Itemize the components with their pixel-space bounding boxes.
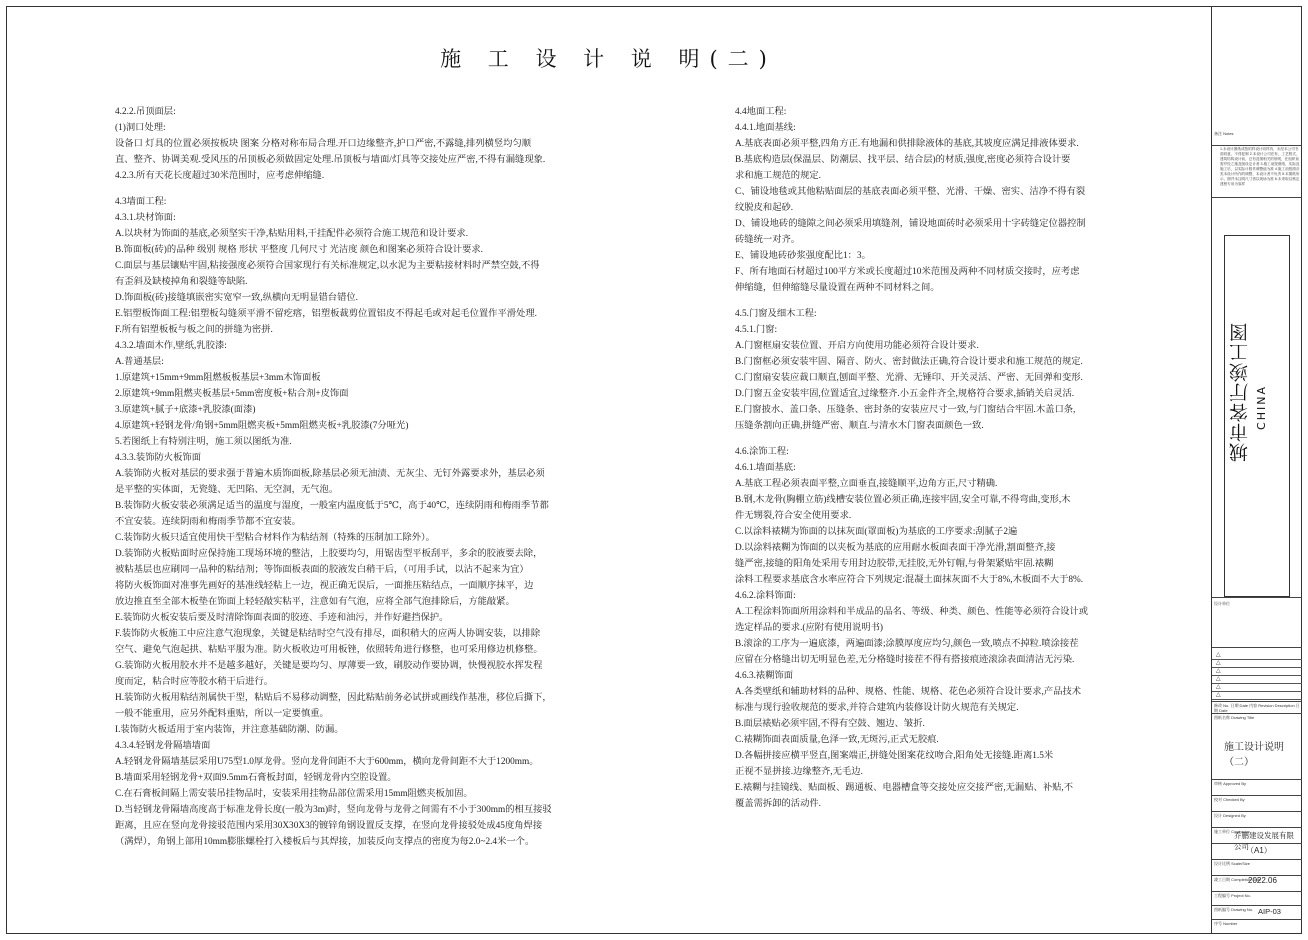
spec-line: B.滚涂的工序为一遍底漆，两遍面漆;涂膜厚度应均匀,颜色一致,喷点不掉粒.喷涂接茬 (735, 639, 1079, 649)
spec-line: 空气、避免气泡起拱、粘贴平服为准。防火板收边可用板锉，依照转角进行修整，也可采用修边机修整。 (115, 645, 543, 655)
spec-line: 砖缝统一对齐。 (735, 235, 801, 245)
spec-line: C、铺设地毯或其他粘贴面层的基底表面必须平整、光滑、干燥、密实、洁净不得有裂 (735, 187, 1086, 197)
revision-row (1212, 691, 1302, 700)
spec-line: 4.4地面工程: (735, 107, 787, 117)
spec-line: B.饰面板(砖)的品种 级别 规格 形状 平整度 几何尺寸 光洁度 颜色和图案必须符合设计要求. (115, 245, 483, 255)
project-title-en: CHINA (1255, 385, 1268, 430)
spec-line: 将防火板饰面对准事先画好的基准线轻粘上一边，视正确无误后，一面推压粘结点，一面顺序抹平，边 (115, 581, 534, 591)
spec-line: B.面层裱贴必须牢固,不得有空鼓、翘边、皱折. (735, 719, 925, 729)
spec-line: A.以块材为饰面的基底,必须坚实干净,粘贴用料,干挂配件必须符合施工规范和设计要求. (115, 229, 469, 239)
notes-box (1212, 7, 1302, 136)
spec-line: C.裱糊饰面表面质量,色泽一致,无斑污,正式无胶痕. (735, 735, 939, 745)
spec-line: 选定样品的要求.(应附有使用说明书) (735, 623, 883, 633)
project-title-cn: 城市客厅竣工图 (1229, 322, 1251, 462)
builder-name: 乔鹏建设发展有限公司 (1234, 831, 1294, 851)
spec-line: 直、整齐、协调美观.受风压的吊顶板必须做固定处理.吊顶板与墙面/灯具等交接处应严密,不得有漏缝现象. (115, 155, 546, 165)
spec-line: 件无甥裂,符合安全使用要求. (735, 511, 852, 521)
spec-line: B.装饰防火板安装必须满足适当的温度与湿度，一般室内温度低于5℃，高于40℃，连续阴雨和梅雨季节都 (115, 501, 549, 511)
spec-line: 涂料工程要求基底含水率应符合下列规定:混凝土面抹灰面不大于8%,木板面不大于8%. (735, 575, 1084, 585)
spec-line: 4.4.1.地面基线: (735, 123, 796, 133)
spec-line: 4.2.3.所有天花长度超过30米范围时，应考虑伸缩缝. (115, 171, 325, 181)
spec-line: 4.3.3.装饰防火板饰面 (115, 453, 201, 463)
spec-line: 压缝条割向正确,拼缝严密、顺直.与清水木门窗表面颜色一致. (735, 421, 984, 431)
revision-triangle-icon: △ (1216, 684, 1221, 690)
spec-line: 求和施工规范的规定. (735, 171, 821, 181)
spec-line: 一般不能重用，应另外配料重贴，所以一定要慎重。 (115, 709, 329, 719)
left-spec-column (115, 104, 615, 850)
spec-line: 放边推直至全部木板垫在饰面上轻轻敲实粘平，注意如有气泡，应将全部气泡排除后，方能敲紧。 (115, 597, 515, 607)
spec-line: D.以涂料裱糊为饰面的以夹板为基底的应用耐水板面表面干净光滑,割面整齐,接 (735, 543, 1056, 553)
spec-line (735, 296, 1205, 306)
drawing-name-label: 图纸名称 Drawing Title (1214, 715, 1255, 720)
spec-line: 4.3墙面工程: (115, 197, 167, 207)
spec-line: 4.3.4.轻钢龙骨隔墙墙面 (115, 741, 211, 751)
spec-line: B.钢,木龙骨(胸棚立筋)线槽安装位置必须正确,连接牢固,安全可靠,不得弯曲,变形,木 (735, 495, 1071, 505)
spec-line: A.轻钢龙骨隔墙基层采用U75型1.0厚龙骨。竖向龙骨间距不大于600mm，横向龙骨间距不大于1200mm。 (115, 757, 539, 767)
revision-header: 修改 No. 日期 Date 内容 Revision Description 日期 Date (1214, 703, 1300, 713)
spec-line: C.面层与基层镶贴牢固,粘接强度必须符合国家现行有关标准规定,以水泥为主要粘接材料时严禁空鼓,不得 (115, 261, 540, 271)
spec-line: A.各类壁纸和辅助材料的品种、规格、性能、规格、花色必须符合设计要求,产品技术 (735, 687, 1082, 697)
spec-line: 4.5.门窗及细木工程: (735, 309, 817, 319)
spec-line: I.装饰防火板适用于室内装饰，并注意基础防潮、防漏。 (115, 725, 344, 735)
revision-triangle-icon: △ (1216, 668, 1221, 674)
spec-line: 设备口 灯具的位置必须按板块 图案 分格对称布局合理.开口边缘整齐,护口严密,不露缝,排列横竖均匀顺 (115, 139, 532, 149)
builder-label: 施工单位 Contractor (1214, 829, 1250, 834)
spec-line: （满焊），角钢上部用10mm膨胀螺栓打入楼板后与其焊接，加装反向支撑点的密度为每2.0~2.4米一个。 (115, 837, 535, 847)
spec-line: 4.2.2.吊顶面层: (115, 107, 176, 117)
spec-line: B.基底构造层(保温层、防潮层、找平层、结合层)的材质,强度,密度必须符合设计要 (735, 155, 1071, 165)
spec-line: 缝严密,接缝的阳角处采用专用封边胶带,无挂胶,无外钉帽,与骨架紧贴牢固.裱糊 (735, 559, 1054, 569)
revision-triangle-icon: △ (1216, 676, 1221, 682)
spec-line: A.普通基层: (115, 357, 164, 367)
drawing-number: AIP-03 (1258, 907, 1281, 916)
spec-line: A.基底工程必须表面平整,立面垂直,接缝顺平,边角方正,尺寸精确. (735, 479, 998, 489)
date-label: 竣工日期 Completion Date (1214, 877, 1261, 882)
drawing-body (7, 7, 1210, 933)
spec-line: 是平整的实体面，无瓷缝、无凹陷、无空洞，无气泡。 (115, 485, 339, 495)
drawing-no-label: 图纸编号 Drawing No. (1214, 907, 1254, 912)
spec-line: 4.6.2.涂料饰面: (735, 591, 796, 601)
notes-title: 备注 Notes (1214, 131, 1234, 136)
spec-line: C.装饰防火板只适宜使用快干型粘合材料作为粘结剂（特殊的压制加工除外）。 (115, 533, 435, 543)
spec-line: D.当轻钢龙骨隔墙高度高于标准龙骨长度(一般为3m)时，竖向龙骨与龙骨之间需有不小于300mm的相互接驳 (115, 805, 552, 815)
spec-line: C.以涂料裱糊为饰面的以抹灰面(罩面板)为基底的工序要求:刮腻子2遍 (735, 527, 1018, 537)
spec-line: 3.原建筑+腻子+底漆+乳胶漆(面漆) (115, 405, 256, 415)
spec-line: A.基底表面必须平整,四角方正.有地漏和供排除液体的基底,其坡度应满足排液体要求. (735, 139, 1079, 149)
revision-triangle-icon: △ (1216, 692, 1221, 698)
spec-line: D、铺设地砖的缝隙之间必须采用填缝剂，铺设地面砖时必须采用十字砖缝定位器控制 (735, 219, 1086, 229)
spec-line: D.装饰防火板贴面时应保持施工现场环境的整洁，上胶要均匀，用锯齿型平板刮平，多余的胶液要去除， (115, 549, 543, 559)
spec-line: 1.原建筑+15mm+9mm阻燃板板基层+3mm木饰面板 (115, 373, 321, 383)
spec-line: 被粘基层也应刷同一品种的粘结剂；等饰面板表面的胶液发白稍干后，（可用手试，以沾不起来为宜） (115, 565, 529, 575)
revision-triangle-icon: △ (1216, 660, 1221, 666)
spec-line: D.饰面板(砖)接缝填嵌密实宽窄一致,纵横向无明显错台错位. (115, 293, 359, 303)
project-no-label: 工程编号 Project No. (1214, 893, 1251, 898)
spec-line: 标准与现行验收规范的要求,并符合建筑内装修设计防火规范有关规定. (735, 703, 1019, 713)
spec-line: (1)洞口处理: (115, 123, 166, 133)
spec-line: F、所有地面石材超过100平方米或长度超过10米范围及两种不同材质交接时，应考虑 (735, 267, 1080, 277)
spec-line: 4.3.1.块材饰面: (115, 213, 176, 223)
spec-line: 4.原建筑+轻钢龙骨/角钢+5mm阻燃夹板+5mm阻燃夹板+乳胶漆(7分哑光) (115, 421, 409, 431)
spec-line: D.门窗五金安装牢固,位置适宜,过缘整齐.小五金件齐全,规格符合要求,插销关启灵活. (735, 389, 1075, 399)
spec-line: 覆盖需拆卸的活动件. (735, 799, 821, 809)
spec-line: 5.若图纸上有特别注明，施工须以图纸为准. (115, 437, 292, 447)
spec-line: E.铝塑板饰面工程:铝塑板勾缝须平滑不留疙瘩，铝塑板裁剪位置铝皮不得起毛或对起毛位置作平滑处理. (115, 309, 537, 319)
drawing-sheet (6, 6, 1302, 934)
spec-line: D.各幅拼接应横平竖直,图案端正,拼缝处图案花纹吻合,阳角处无接缝.距离1.5米 (735, 751, 1054, 761)
spec-line: H.装饰防火板用粘结剂属快干型，粘贴后不易移动调整，因此粘贴前务必试拼或画线作基准，移位后撕下， (115, 693, 552, 703)
spec-line: E、铺设地砖砂浆强度配比1：3。 (735, 251, 871, 261)
spec-line: A.工程涂料饰面所用涂料和半成品的品名、等级、种类、颜色、性能等必须符合设计或 (735, 607, 1089, 617)
checked-label: 校对 Checked By (1214, 797, 1245, 802)
spec-line: 伸缩缝，但伸缩缝尽量设置在两种不同材料之间。 (735, 283, 940, 293)
spec-line: 4.6.3.裱糊饰面 (735, 671, 794, 681)
spec-line: 4.6.1.墙面基底: (735, 463, 796, 473)
spec-line: 纹脱皮和起砂. (735, 203, 794, 213)
spec-line: E.裱糊与挂镜线、贴面板、踢通板、电器槽盒等交接处应交接严密,无漏贴、补贴,不 (735, 783, 1074, 793)
scale-label: 设计比例 Scale/Size (1214, 861, 1251, 866)
spec-line: B.门窗框必须安装牢固、隔音、防火、密封做法正确,符合设计要求和施工规范的规定. (735, 357, 1083, 367)
title-block (1211, 7, 1301, 933)
completion-date: 2022.06 (1248, 876, 1277, 885)
notes-text: 1.未设计图纸或按的样设计同样有，未经本公司书面同意，不得复制 2.本设计公司在有，工艺程式，建筑结构设计前，总有及图相关的细则，在组织前需并经之施及版设定计者 3.施工前按图纸，实际及施工后，以实际计数作调整值为准 4.施工前按照各类本设计所作的调整，本设计者不负责 5.本图纸所示，图并未注明尺寸者以现场为准 6.未采取以核定建程专用为原样 (1220, 147, 1300, 186)
spec-line: 4.6.涂饰工程: (735, 447, 789, 457)
designed-label: 设计 Designed By (1214, 813, 1246, 818)
page-title: 施 工 设 计 说 明(二) (440, 47, 777, 71)
spec-line: E.门窗披水、盖口条、压缝条、密封条的安装应尺寸一致,与门窗结合牢固.木盖口条, (735, 405, 1076, 415)
seq-label: 序号 Number (1214, 921, 1238, 926)
spec-line: 正视不显拼接.边缘整齐,无毛边. (735, 767, 863, 777)
spec-line: C.门窗扇安装应裁口顺直,刨面平整、光滑、无锤印、开关灵活、严密、无回弹和变形. (735, 373, 1083, 383)
spec-line: 4.5.1.门窗: (735, 325, 778, 335)
spec-line: 不宜安装。连续阴雨和梅雨季节都不宜安装。 (115, 517, 301, 527)
spec-line: B.墙面采用轻钢龙骨+双面9.5mm石膏板封面，轻钢龙骨内空腔设置。 (115, 773, 397, 783)
spec-line: E.装饰防火板安装后要及时清除饰面表面的胶迹、手迹和油污，并作好避挡保护。 (115, 613, 449, 623)
spec-line: 度而定，粘合时应等胶水稍干后进行。 (115, 677, 274, 687)
approved-label: 审核 Approved By (1214, 781, 1247, 786)
spec-line: 有歪斜及缺棱掉角和裂缝等缺陷. (115, 277, 248, 287)
spec-line: F.所有铝塑板板与板之间的拼缝为密拼. (115, 325, 273, 335)
scale-value: （A1） (1246, 846, 1272, 855)
spec-line (735, 434, 1205, 444)
revision-triangle-icon: △ (1216, 652, 1221, 658)
spec-line: C.在石膏板间隔上需安装吊挂物品时，安装采用挂物品部位需采用15mm阻燃夹板加固。 (115, 789, 473, 799)
spec-line: 2.原建筑+9mm阻燃夹板基层+5mm密度板+粘合剂+皮饰面 (115, 389, 349, 399)
spec-line: A.门窗框扇安装位置、开启方向使用功能必须符合设计要求. (735, 341, 979, 351)
design-unit-label: 设计单位 (1214, 601, 1230, 606)
right-spec-column (735, 104, 1205, 812)
spec-line: F.装饰防火板施工中应注意气泡现象，关键是粘结时空气没有排尽，面积稍大的应两人协调安装，以排除 (115, 629, 541, 639)
spec-line: 距离，且应在竖向龙骨接驳范围内采用30X30X3的镀锌角钢设置反支撑，在竖向龙骨接驳处成45度角焊接 (115, 821, 543, 831)
spec-line: 4.3.2.墙面木作,壁纸,乳胶漆: (115, 341, 227, 351)
spec-line: G.装饰防火板用胶水并不是越多越好，关键是要均匀、厚薄要一致，刷胶动作要协调，快慢视胶水挥发程 (115, 661, 543, 671)
spec-line: 应留在分格缝出切无明显色差,无分格缝时接茬不得有搭接痕迹滚涂表面清洁无污染. (735, 655, 1075, 665)
spec-line: A.装饰防火板对基层的要求强于普遍木质饰面板,除基层必须无油渍、无灰尘、无钉外露要求外，基层必须 (115, 469, 545, 479)
drawing-name: 施工设计说明（二） (1224, 742, 1284, 768)
spec-line (115, 184, 615, 194)
